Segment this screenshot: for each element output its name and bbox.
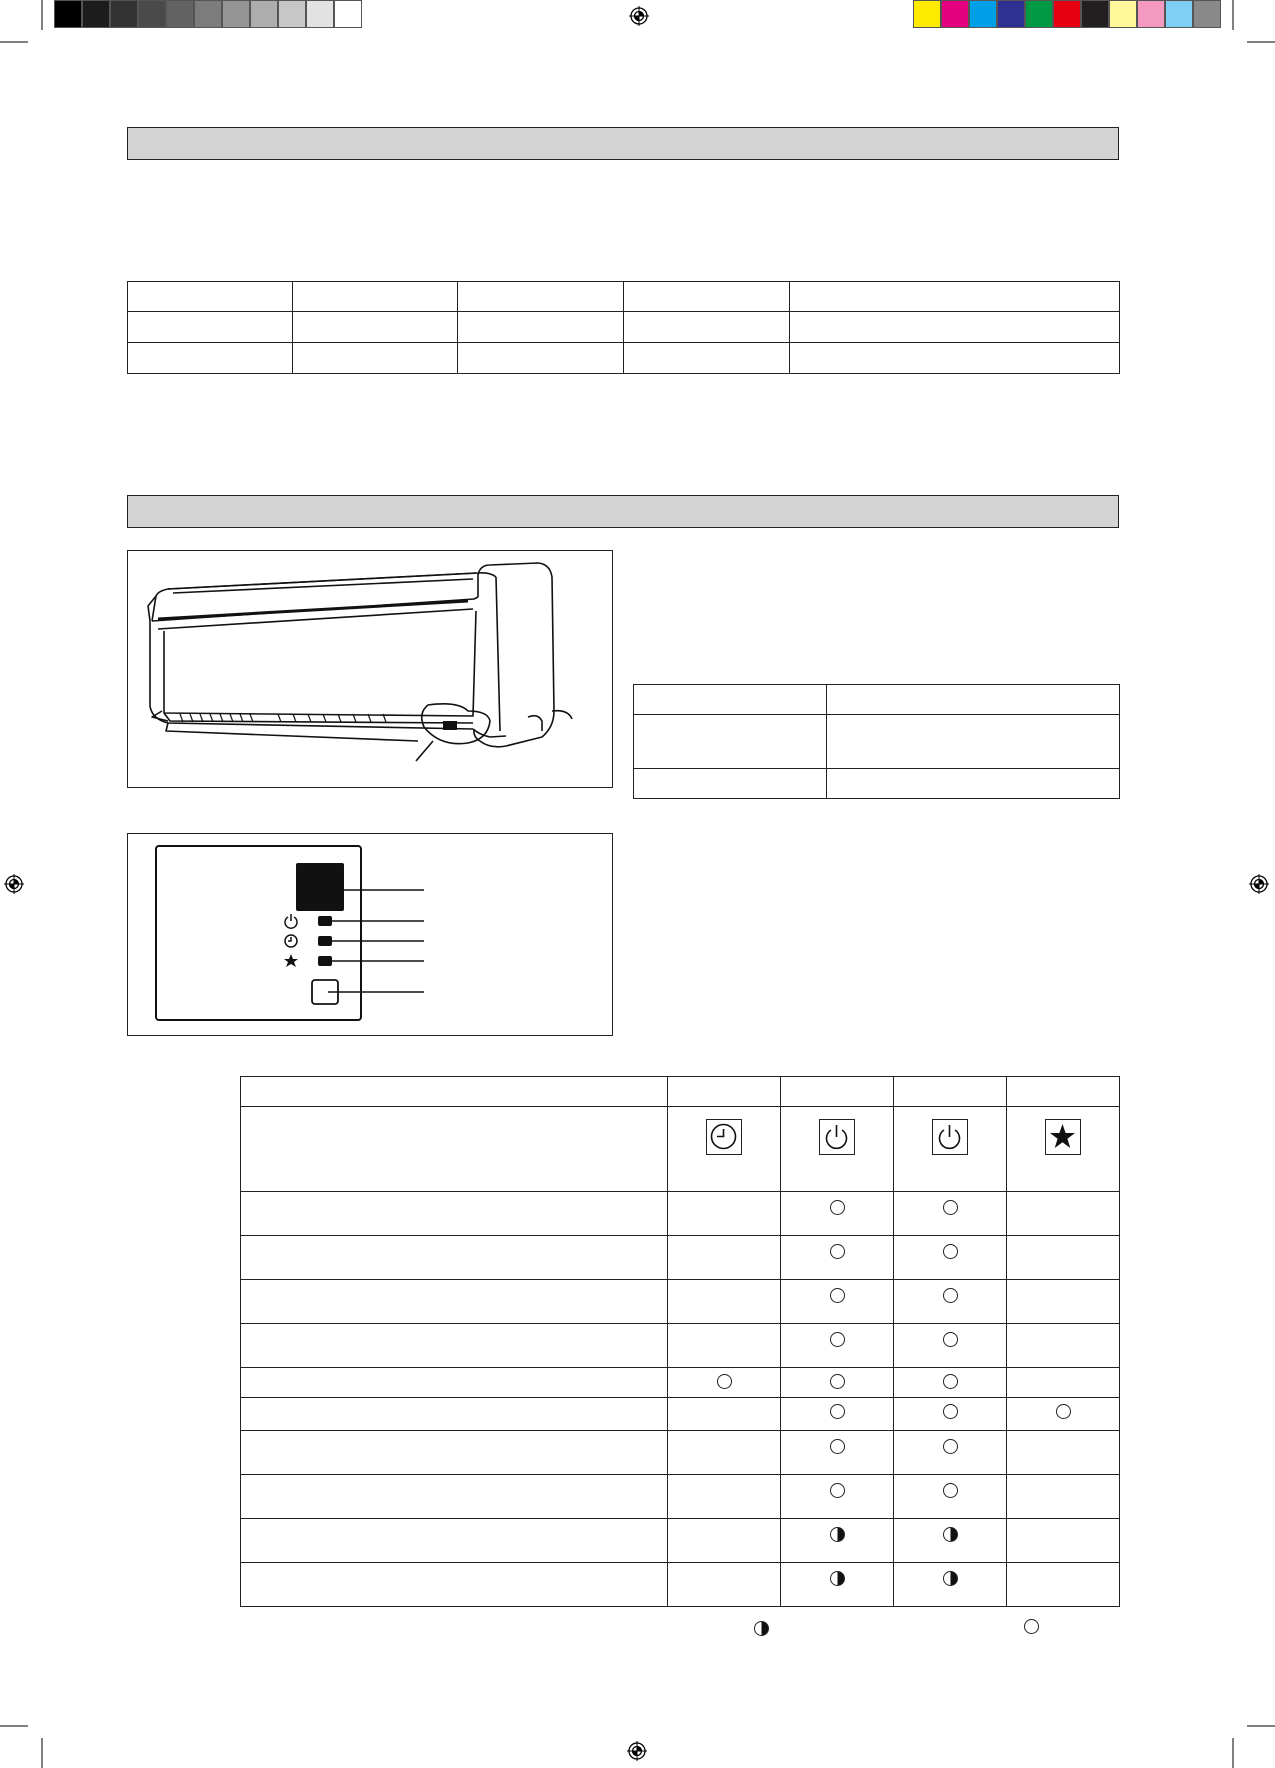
table-cell [634,685,827,715]
power-icon [819,1119,855,1155]
table-cell [624,343,790,374]
indicator-on-icon [830,1374,845,1389]
star-icon [1045,1119,1081,1155]
table-cell [1007,1077,1120,1107]
table-cell [781,1519,894,1563]
registration-icon [629,6,649,26]
table-cell [241,1563,668,1607]
table-cell [241,1475,668,1519]
table-cell [894,1077,1007,1107]
table-cell [668,1431,781,1475]
table-cell [894,1475,1007,1519]
indicator-on-icon [830,1288,845,1303]
table-cell [241,1519,668,1563]
indicator-panel-drawing [128,834,612,1035]
table-row [241,1475,1120,1519]
table-cell [293,282,458,312]
info-table [633,684,1120,799]
table-cell [790,282,1120,312]
table-cell [894,1236,1007,1280]
table-cell [241,1280,668,1324]
table-cell [781,1475,894,1519]
section-header-bar [127,127,1119,160]
table-row [241,1431,1120,1475]
table-cell [668,1077,781,1107]
table-cell [781,1563,894,1607]
table-cell [781,1077,894,1107]
header-plasma-cell [1007,1107,1120,1192]
legend-blink-icon [754,1621,769,1641]
table-cell [790,343,1120,374]
table-cell [781,1324,894,1368]
header-timer-cell [668,1107,781,1192]
table-cell [827,769,1120,799]
table-cell [668,1368,781,1398]
table-cell [668,1324,781,1368]
table-row [241,1324,1120,1368]
table-cell [128,282,293,312]
indicator-on-icon [943,1439,958,1454]
table-row [241,1236,1120,1280]
table-cell [458,343,624,374]
indicator-on-icon [943,1404,958,1419]
table-cell [668,1563,781,1607]
table-cell [781,1368,894,1398]
table-cell [634,715,827,769]
clock-icon [706,1119,742,1155]
table-cell [668,1236,781,1280]
table-cell [241,1368,668,1398]
registration-icon [627,1741,647,1761]
table-cell [458,312,624,343]
table-cell [668,1398,781,1431]
power-icon [932,1119,968,1155]
table-row [241,1192,1120,1236]
indicator-on-icon [943,1244,958,1259]
indoor-unit-illustration [127,550,613,788]
table-cell [624,312,790,343]
table-cell [1007,1280,1120,1324]
table-cell [241,1236,668,1280]
table-row [241,1398,1120,1431]
table-cell [781,1280,894,1324]
indicator-blink-icon [830,1527,845,1542]
table-cell [668,1475,781,1519]
table-cell [458,282,624,312]
table-cell [1007,1368,1120,1398]
legend-on-icon [1024,1619,1039,1639]
indicator-on-icon [830,1483,845,1498]
table-cell [894,1280,1007,1324]
table-cell [781,1431,894,1475]
display-window [296,863,344,911]
table-cell [128,343,293,374]
table-cell [241,1431,668,1475]
indicator-on-icon [830,1244,845,1259]
table-cell [241,1324,668,1368]
table-cell [827,685,1120,715]
table-cell [668,1280,781,1324]
table-cell [827,715,1120,769]
indicator-on-icon [830,1404,845,1419]
indicator-on-icon [943,1200,958,1215]
indicator-on-icon [717,1374,732,1389]
table-cell [1007,1431,1120,1475]
table-cell [668,1192,781,1236]
indicator-status-table-wrap [240,1076,1119,1607]
section-header-bar [127,495,1119,528]
table-row [241,1563,1120,1607]
table-cell [894,1192,1007,1236]
indicator-on-icon [830,1439,845,1454]
table-cell [624,282,790,312]
air-conditioner-drawing [128,551,612,787]
indicator-on-icon [830,1332,845,1347]
table-cell [781,1398,894,1431]
table-cell [241,1398,668,1431]
table-cell [781,1192,894,1236]
table-cell [241,1192,668,1236]
table-cell [241,1107,668,1192]
indicator-on-icon [943,1332,958,1347]
table-cell [1007,1398,1120,1431]
registration-icon [1249,874,1269,894]
table-cell [293,343,458,374]
table-row [241,1519,1120,1563]
table-cell [790,312,1120,343]
indicator-panel-illustration [127,833,613,1036]
table-cell [894,1431,1007,1475]
spec-table [127,281,1120,374]
table-cell [1007,1324,1120,1368]
table-cell [894,1368,1007,1398]
table-cell [241,1077,668,1107]
table-cell [1007,1475,1120,1519]
header-power-cell [781,1107,894,1192]
table-cell [1007,1563,1120,1607]
table-row [241,1368,1120,1398]
table-cell [781,1236,894,1280]
indicator-status-table [240,1076,1120,1607]
table-cell [894,1398,1007,1431]
table-cell [894,1563,1007,1607]
table-row [241,1280,1120,1324]
table-cell [668,1519,781,1563]
indicator-blink-icon [943,1527,958,1542]
indicator-on-icon [943,1374,958,1389]
indicator-blink-icon [943,1571,958,1586]
table-cell [1007,1519,1120,1563]
table-cell [128,312,293,343]
indicator-on-icon [830,1200,845,1215]
indicator-on-icon [943,1483,958,1498]
registration-icon [4,874,24,894]
header-power-cell [894,1107,1007,1192]
indicator-blink-icon [830,1571,845,1586]
table-cell [894,1324,1007,1368]
table-cell [894,1519,1007,1563]
table-cell [634,769,827,799]
indicator-on-icon [1056,1404,1071,1419]
table-cell [293,312,458,343]
table-cell [1007,1192,1120,1236]
table-cell [1007,1236,1120,1280]
indicator-on-icon [943,1288,958,1303]
